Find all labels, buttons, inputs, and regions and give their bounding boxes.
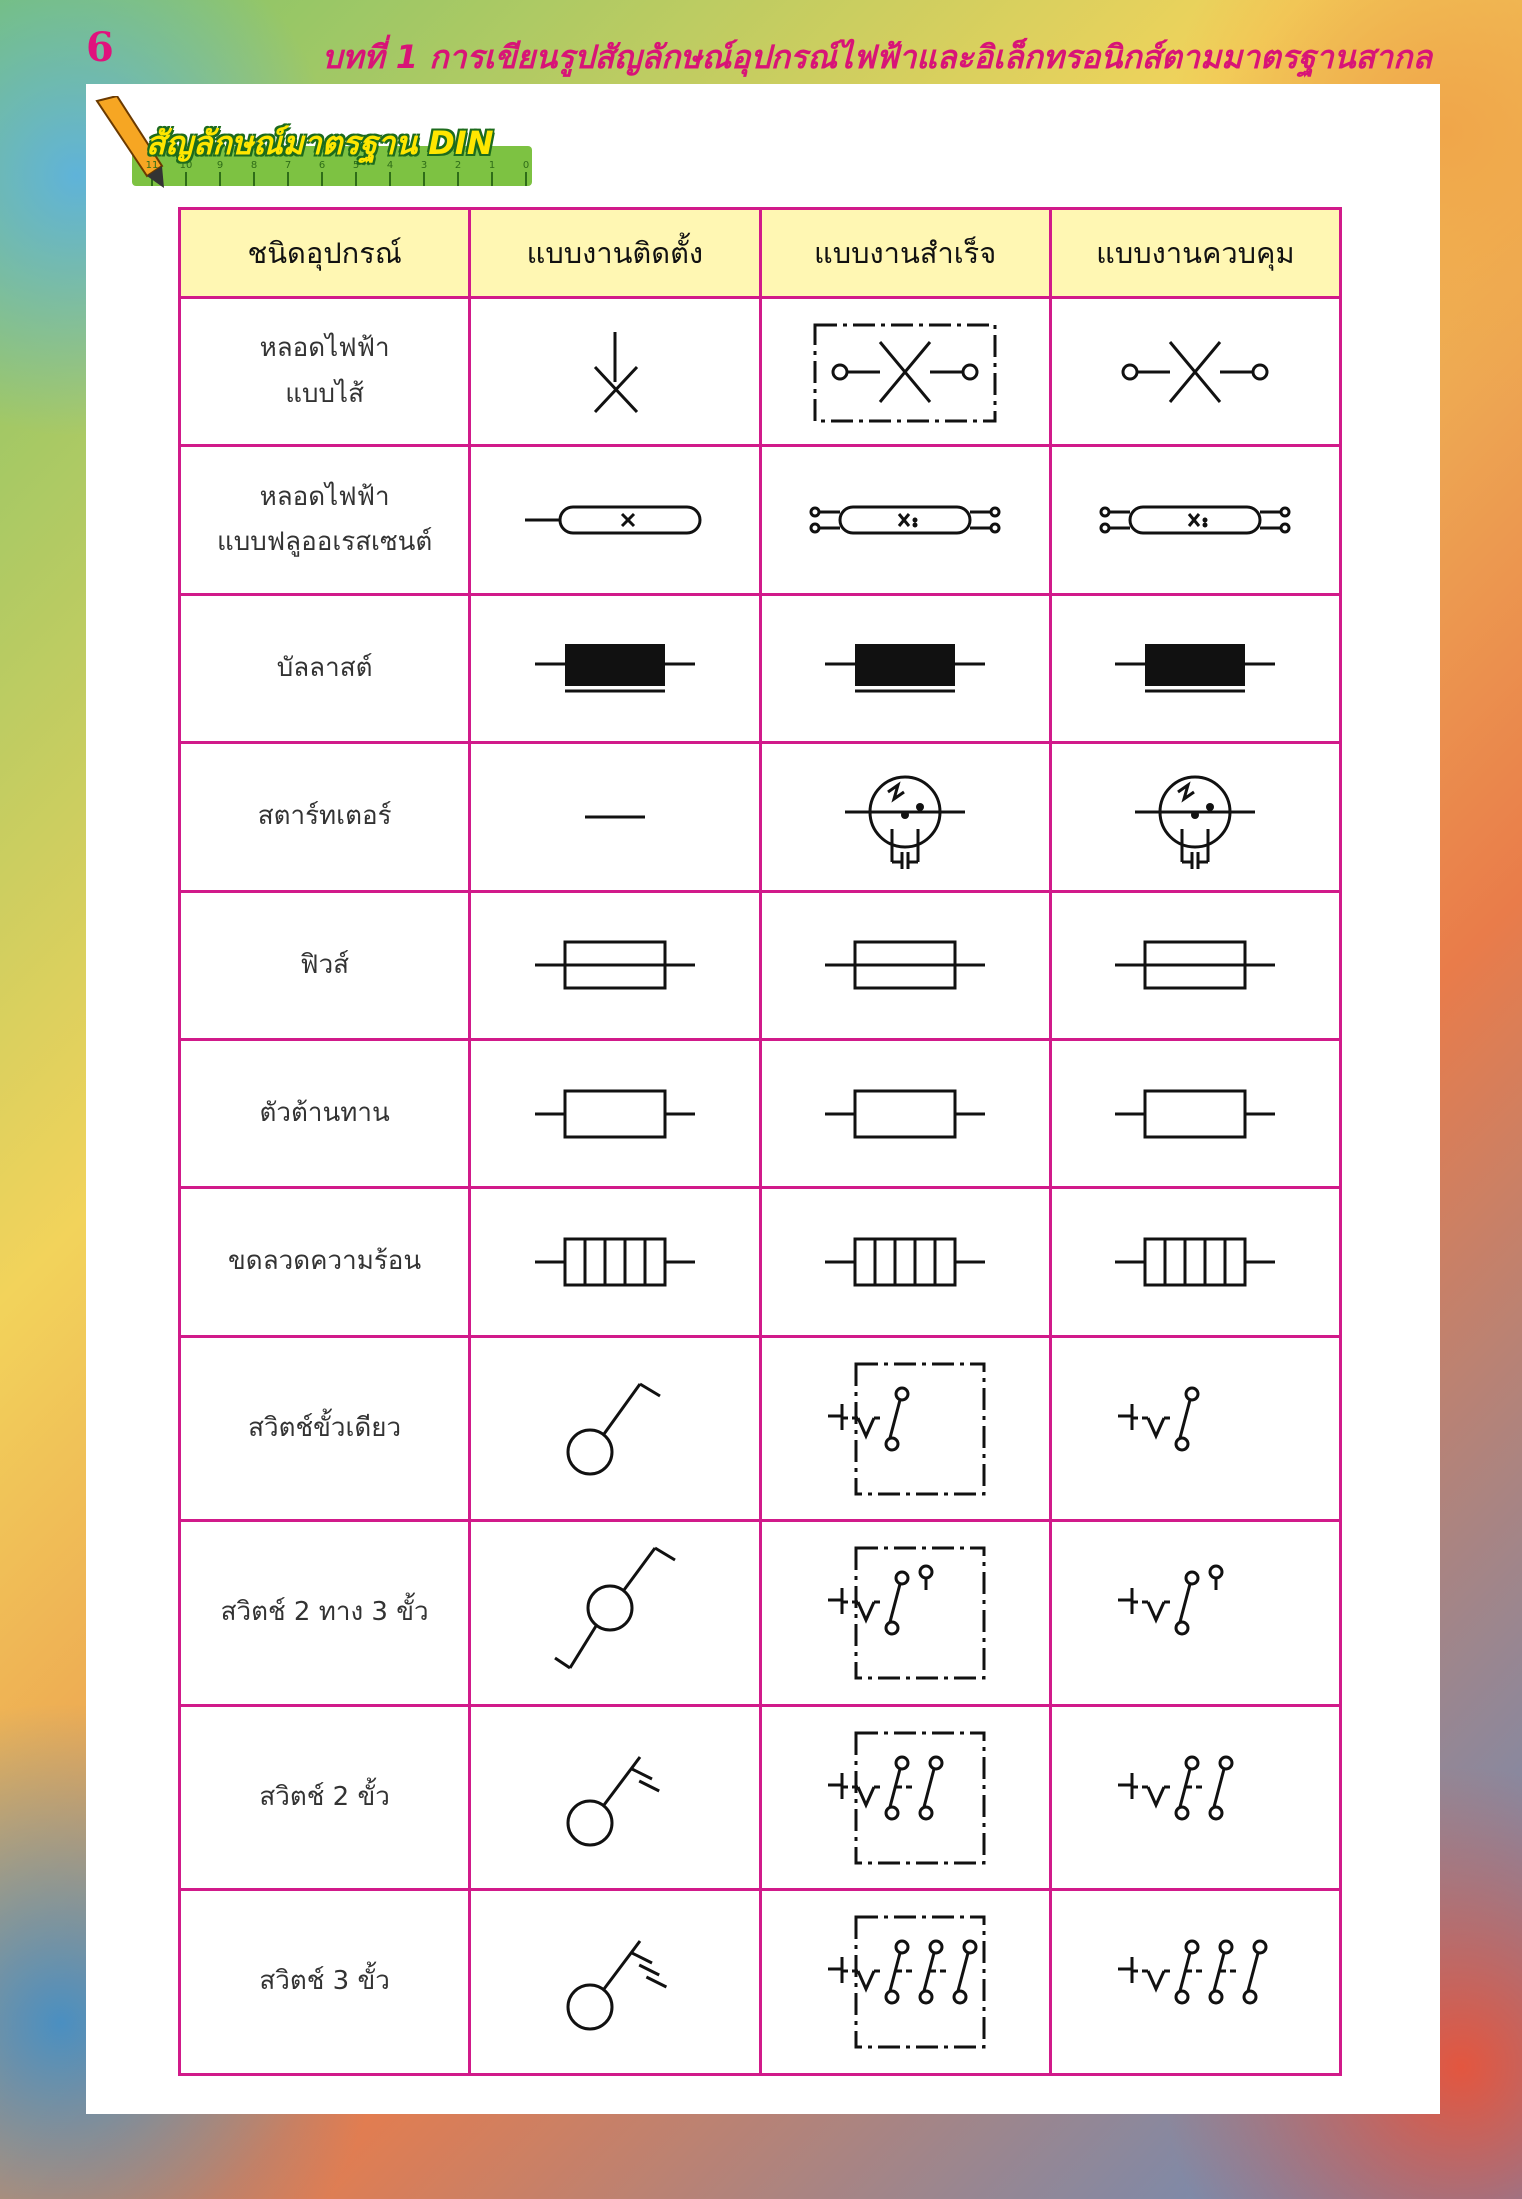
column-header: แบบงานควบคุม [1050, 209, 1340, 298]
ballast-control-symbol [1050, 594, 1340, 742]
starter-icon [840, 757, 970, 877]
heating-coil-control-symbol [1050, 1188, 1340, 1336]
resistor-control-symbol [1050, 1040, 1340, 1188]
table-header-row [180, 209, 1341, 298]
symbol-table [178, 207, 1342, 2076]
ballast-icon [1110, 639, 1280, 699]
triple-pole-switch-icon [1110, 1907, 1280, 2057]
two-way-switch-control-symbol [1050, 1521, 1340, 1706]
single-pole-switch-icon [560, 1374, 670, 1484]
device-name: หลอดไฟฟ้า แบบไส้ [259, 333, 390, 409]
table-row [180, 594, 1341, 742]
page-number: 6 [86, 24, 114, 71]
ruler-tick-label: 10 [179, 160, 193, 171]
resistor-icon [820, 1084, 990, 1144]
fluorescent-lamp-icon [1095, 495, 1295, 545]
fluorescent-lamp-finished-symbol [760, 446, 1050, 594]
starter-icon [1130, 757, 1260, 877]
column-header: ชนิดอุปกรณ์ [180, 209, 470, 298]
device-name: หลอดไฟฟ้า แบบฟลูออเรสเซนต์ [217, 481, 433, 558]
fuse-icon [820, 935, 990, 995]
resistor-icon [1110, 1084, 1280, 1144]
table-row [180, 1336, 1341, 1521]
ruler-tick-label: 5 [352, 160, 360, 171]
device-name-cell [180, 1705, 470, 1890]
double-pole-switch-finished-symbol [760, 1705, 1050, 1890]
ruler-tick-label: 9 [216, 160, 224, 171]
table-row [180, 1040, 1341, 1188]
fuse-installation-symbol [470, 891, 760, 1039]
section-title: สัญลักษณ์มาตรฐาน DIN [146, 124, 494, 162]
table-row [180, 743, 1341, 891]
incandescent-lamp-icon [1095, 317, 1295, 427]
device-name: ฟิวส์ [300, 949, 350, 980]
device-name: สวิตช์ 3 ขั้ว [259, 1966, 390, 1997]
heating-coil-icon [530, 1232, 700, 1292]
ballast-icon [820, 639, 990, 699]
incandescent-lamp-control-symbol [1050, 298, 1340, 446]
device-name-cell [180, 1040, 470, 1188]
column-header: แบบงานติดตั้ง [470, 209, 760, 298]
fuse-icon [1110, 935, 1280, 995]
fluorescent-lamp-icon [805, 495, 1005, 545]
heating-coil-icon [1110, 1232, 1280, 1292]
table-row [180, 891, 1341, 1039]
resistor-installation-symbol [470, 1040, 760, 1188]
ballast-icon [530, 639, 700, 699]
heating-coil-finished-symbol [760, 1188, 1050, 1336]
device-name: ตัวต้านทาน [259, 1097, 390, 1128]
triple-pole-switch-installation-symbol [470, 1890, 760, 2075]
device-name-cell [180, 1336, 470, 1521]
triple-pole-switch-control-symbol [1050, 1890, 1340, 2075]
device-name: ขดลวดความร้อน [228, 1246, 422, 1277]
resistor-icon [530, 1084, 700, 1144]
double-pole-switch-icon [820, 1723, 990, 1873]
single-pole-switch-finished-symbol [760, 1336, 1050, 1521]
ruler-tick-label: 4 [386, 160, 394, 171]
column-header: แบบงานสำเร็จ [760, 209, 1050, 298]
table-row [180, 1188, 1341, 1336]
device-name-cell [180, 1890, 470, 2075]
triple-pole-switch-icon [560, 1927, 670, 2037]
ruler-tick-label: 8 [250, 160, 258, 171]
ruler-tick-label: 11 [145, 160, 159, 171]
device-name-cell [180, 891, 470, 1039]
table-row [180, 1521, 1341, 1706]
heating-coil-installation-symbol [470, 1188, 760, 1336]
single-pole-switch-control-symbol [1050, 1336, 1340, 1521]
device-name: สวิตช์ 2 ขั้ว [259, 1781, 390, 1812]
ruler-tick-label: 0 [522, 160, 530, 171]
device-name-cell [180, 298, 470, 446]
fluorescent-lamp-installation-symbol [470, 446, 760, 594]
single-pole-switch-icon [1110, 1354, 1280, 1504]
triple-pole-switch-icon [820, 1907, 990, 2057]
table-row [180, 298, 1341, 446]
table-row [180, 1705, 1341, 1890]
ruler-tick-label: 2 [454, 160, 462, 171]
incandescent-lamp-installation-symbol [470, 298, 760, 446]
incandescent-lamp-icon [575, 327, 655, 417]
two-way-switch-finished-symbol [760, 1521, 1050, 1706]
double-pole-switch-installation-symbol [470, 1705, 760, 1890]
two-way-switch-installation-symbol [470, 1521, 760, 1706]
starter-control-symbol [1050, 743, 1340, 891]
device-name: บัลลาสต์ [276, 652, 373, 683]
fuse-icon [530, 935, 700, 995]
heating-coil-icon [820, 1232, 990, 1292]
device-name-cell [180, 594, 470, 742]
ruler-tick-label: 1 [488, 160, 496, 171]
device-name-cell [180, 743, 470, 891]
double-pole-switch-icon [560, 1743, 670, 1853]
ruler-tick-label: 3 [420, 160, 428, 171]
two-way-switch-icon [550, 1538, 680, 1688]
ruler-tick-label: 7 [284, 160, 292, 171]
device-name-cell [180, 1188, 470, 1336]
triple-pole-switch-finished-symbol [760, 1890, 1050, 2075]
ballast-finished-symbol [760, 594, 1050, 742]
double-pole-switch-control-symbol [1050, 1705, 1340, 1890]
resistor-finished-symbol [760, 1040, 1050, 1188]
starter-icon [580, 807, 650, 827]
device-name-cell [180, 446, 470, 594]
ballast-installation-symbol [470, 594, 760, 742]
incandescent-lamp-finished-symbol [760, 298, 1050, 446]
starter-finished-symbol [760, 743, 1050, 891]
device-name-cell [180, 1521, 470, 1706]
fluorescent-lamp-control-symbol [1050, 446, 1340, 594]
fuse-control-symbol [1050, 891, 1340, 1039]
table-row [180, 1890, 1341, 2075]
two-way-switch-icon [820, 1538, 990, 1688]
ruler-tick-label: 6 [318, 160, 326, 171]
device-name: สวิตช์ขั้วเดียว [248, 1412, 402, 1443]
single-pole-switch-icon [820, 1354, 990, 1504]
device-name: สวิตช์ 2 ทาง 3 ขั้ว [220, 1597, 429, 1628]
device-name: สตาร์ทเตอร์ [257, 801, 392, 832]
table-row [180, 446, 1341, 594]
starter-installation-symbol [470, 743, 760, 891]
incandescent-lamp-icon [805, 317, 1005, 427]
single-pole-switch-installation-symbol [470, 1336, 760, 1521]
double-pole-switch-icon [1110, 1723, 1280, 1873]
chapter-title: บทที่ 1 การเขียนรูปสัญลักษณ์อุปกรณ์ไฟฟ้าและอิเล็กทรอนิกส์ตามมาตรฐานสากล [322, 38, 1432, 76]
two-way-switch-icon [1110, 1538, 1280, 1688]
fluorescent-lamp-icon [520, 495, 710, 545]
fuse-finished-symbol [760, 891, 1050, 1039]
